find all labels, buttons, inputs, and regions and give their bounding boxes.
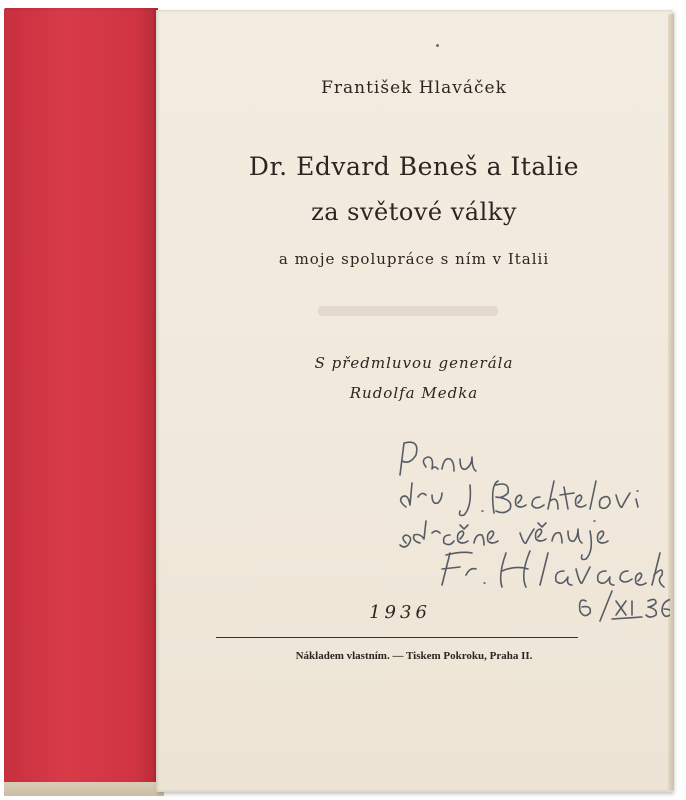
divider-line bbox=[216, 637, 578, 638]
publication-year: 1936 bbox=[369, 602, 431, 623]
foreword-line-2: Rudolfa Medka bbox=[349, 384, 479, 402]
faint-stamp-mark bbox=[318, 306, 498, 316]
imprint-line: Nákladem vlastním. — Tiskem Pokroku, Praha II. bbox=[295, 650, 533, 662]
paper-speck bbox=[436, 44, 439, 47]
foreword-line-1: S předmluvou generála bbox=[314, 354, 514, 372]
author-name: František Hlaváček bbox=[321, 78, 507, 98]
red-book-cover bbox=[4, 8, 158, 784]
book-title-line-2: za světové války bbox=[311, 198, 517, 226]
book-title-line-1: Dr. Edvard Beneš a Italie bbox=[248, 152, 580, 181]
page-right-edge bbox=[668, 14, 674, 790]
book-subtitle: a moje spolupráce s ním v Italii bbox=[278, 250, 550, 268]
book-bottom-edge bbox=[4, 782, 164, 796]
